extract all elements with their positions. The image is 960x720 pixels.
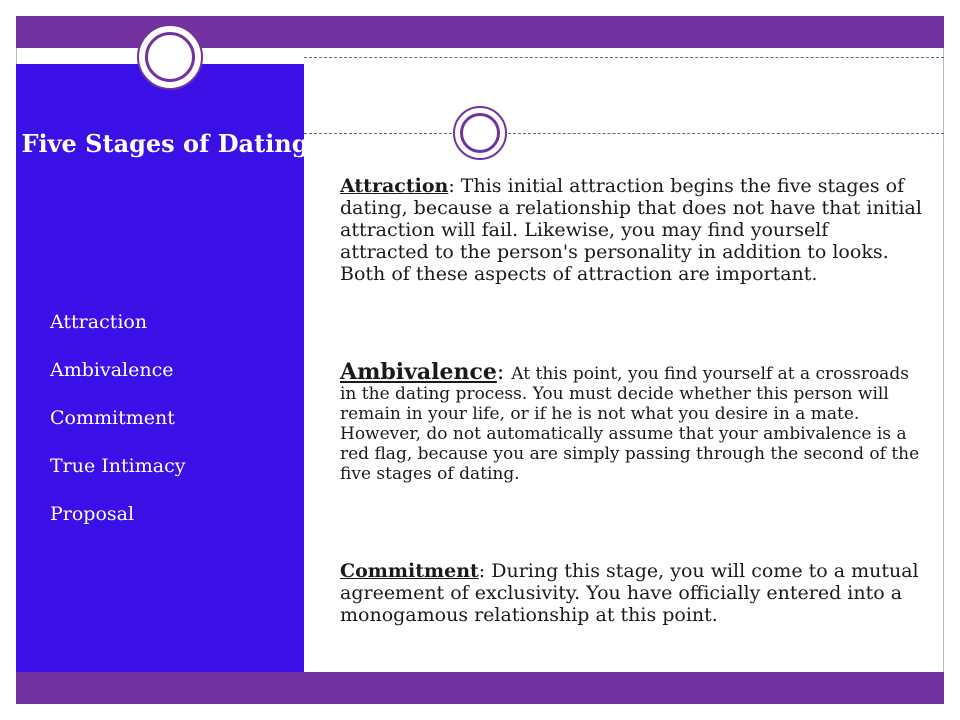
content-dashed-rule-left — [304, 133, 452, 134]
stage-separator: : — [448, 175, 461, 197]
stage-list-item: True Intimacy — [50, 455, 186, 477]
stage-paragraph-commitment — [340, 560, 922, 626]
stage-list-item: Commitment — [50, 407, 175, 429]
stage-description: At this point, you find yourself at a crossroads in the dating process. You must decide whether this person will remain in your life, or if he is not what you desire in a mate. However, do not automatically assume that your ambivalence is a red flag, because you are simply passing through the second of the five stages of dating. — [340, 364, 920, 484]
content-ring-ornament — [453, 106, 507, 160]
content-ring-inner — [460, 113, 500, 153]
stage-separator: : — [478, 560, 492, 582]
stage-list — [50, 298, 185, 538]
bottom-band — [16, 672, 944, 704]
top-dashed-rule — [304, 57, 944, 58]
stage-list-item: Attraction — [50, 311, 148, 333]
stage-paragraph-ambivalence — [340, 359, 922, 484]
sidebar-ring-inner — [145, 32, 195, 82]
content-dashed-rule-right — [508, 133, 944, 134]
stage-term: Attraction — [340, 175, 449, 197]
stage-description: This initial attraction begins the five stages of dating, because a relationship that does not have that initial attraction will fail. Likewise, you may find yourself attracted to the person's personality in addition to looks. Both of these aspects of attraction are important. — [340, 175, 922, 285]
stage-term: Commitment — [340, 560, 479, 582]
stage-separator: : — [496, 360, 512, 385]
stage-paragraph-attraction — [340, 175, 922, 285]
stage-list-item: Proposal — [50, 503, 135, 525]
stage-description: During this stage, you will come to a mutual agreement of exclusivity. You have officially entered into a monogamous relationship at this point. — [340, 560, 919, 626]
sidebar-ring-ornament — [137, 24, 203, 90]
stage-term: Ambivalence — [340, 359, 497, 385]
stage-list-item: Ambivalence — [50, 359, 174, 381]
sidebar-title: Five Stages of Dating — [21, 129, 309, 158]
